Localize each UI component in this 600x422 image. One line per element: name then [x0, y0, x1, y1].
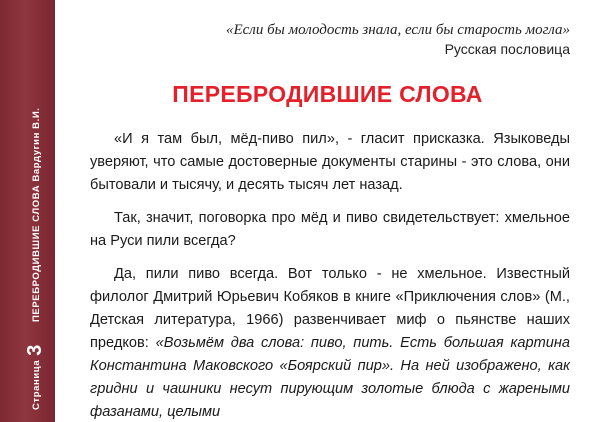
paragraph-2: Так, значит, поговорка про мёд и пиво свидетельствует: хмельное на Руси пили всегда?: [90, 210, 570, 249]
running-title: ПЕРЕБРОДИВШИЕ СЛОВА Вардугин В.И.: [31, 107, 42, 323]
paragraph-3: [90, 263, 570, 422]
body-text: [90, 128, 570, 422]
sidebar-caption: [24, 107, 46, 410]
paragraph-3-intro: Да, пили пиво всегда. Вот только - не хмельное. Известный филолог Дмитрий Юрьевич Кобяков в книге «Приключения слов» (М., Детская литература, 1966) развенчивает миф о пьянстве наших предков:: [90, 266, 570, 351]
page-label: Страница: [31, 359, 42, 410]
sidebar: [0, 0, 55, 422]
paragraph-3-quote: «Возьмём два слова: пиво, пить. Есть большая картина Константина Маковского «Боярский пир». На ней изображено, как гридни и чашники несут пирующим золотые блюда с жареными фазанами, целыми: [90, 335, 570, 420]
page-title: ПЕРЕБРОДИВШИЕ СЛОВА: [172, 81, 483, 107]
paragraph-1: «И я там был, мёд-пиво пил», - гласит присказка. Языковеды уверяют, что самые достоверные документы старины - это слова, они бытовали и тысячу, и десять тысяч лет назад.: [90, 131, 570, 193]
epigraph: [226, 20, 570, 59]
epigraph-source: Русская пословица: [444, 41, 570, 57]
epigraph-quote: «Если бы молодость знала, если бы старость могла»: [225, 22, 570, 38]
page-number: 3: [24, 344, 46, 356]
